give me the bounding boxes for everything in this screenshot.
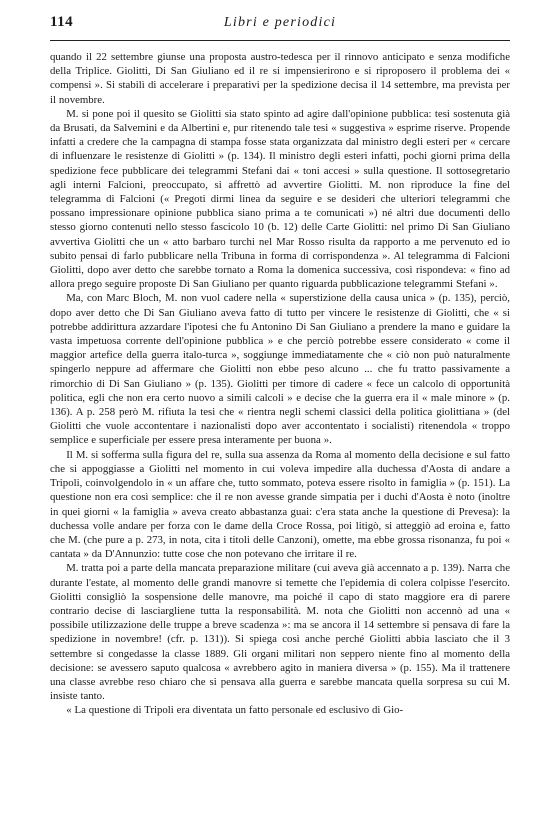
paragraph-4: Il M. si sofferma sulla figura del re, sulla sua assenza da Roma al momento della decisione e sul fatto che si appoggiasse a Giolitti nel momento in cui voleva impedire alla duchessa d'Aosta di andare a Tripoli, coinvolgendolo in « un affare che, tutto sommato, poteva essere risolto in famiglia » (p. 151). La questione non era così semplice: che il re non avesse grande simpatia per i duchi d'Aosta è noto (inoltre in quei giorni « la famiglia » aveva creato abbastanza guai: c'era stata anche la questione di Prevesa): la duchessa volle andare per forza con le dame della Croce Rossa, poi litigò, si atteggiò ad eroina e, fatto che M. (che pure a p. 273, in nota, cita i titoli delle Canzoni), omette, ma ebbe grossa risonanza, fu poi « cantata » da D'Annunzio: tutte cose che non potevano che irritare il re. <box>50 448 510 561</box>
paragraph-5: M. tratta poi a parte della mancata preparazione militare (cui aveva già accennato a p. 139). Narra che durante l'estate, al momento delle grandi manovre si temette che l'epidemia di colera colpisse l'esercito. Giolitti consigliò la sospensione delle manovre, ma poiché il capo di stato maggiore era di parere contrario decise di lasciargliene tutta la responsabilità. M. nota che Giolitti non accennò ad una « possibile utilizzazione delle truppe a breve scadenza »: ma se ancora il 14 settembre si pensava di fare la spedizione in novembre! (cfr. p. 131)). Si spiega così anche perché Giolitti abbia lasciato che il 3 settembre si congedasse la classe 1889. Gli organi militari non seppero niente fino al momento della decisione: se avessero saputo qualcosa « avrebbero agito in maniera diversa » (p. 155). Ma il trattenere una classe avrebbe reso chiaro che si pensava alla guerra e sarebbe mancata quella sorpresa su cui M. insiste tanto. <box>50 562 510 703</box>
page-number: 114 <box>50 14 74 30</box>
running-title: Libri e periodici <box>223 15 337 30</box>
paragraph-3: Ma, con Marc Bloch, M. non vuol cadere nella « superstizione della causa unica » (p. 135), perciò, dopo aver detto che Di San Giuliano aveva fatto di tutto per vincere le resistenze di Giolitti, che « si potrebbe addirittura azzardare l'ipotesi che fu Antonino Di San Giuliano a prendere la mano e guidare la vasta impetuosa corrente dell'opinione pubblica » e che perciò potrebbe essere considerato « come il maggior artefice della guerra italo-turca », soggiunge immediatamente che « ciò non può naturalmente spingerlo neppure ad affermare che Giolitti non ebbe peso alcuno ... che fu tratto passivamente a rimorchio di Di San Giuliano » (p. 135). Giolitti per timore di cadere « fece un calcolo di opportunità politica, egli che non era certo nuovo a simili calcoli » e decise che la guerra era il « male minore » (p. 136). A p. 258 però M. rifiuta la tesi che « rientra negli schemi classici della politica giolittiana » (del Giolitti che vuole accontentare i nazionalisti dopo aver accontentato i socialisti) ritenendola « troppo semplice e superficiale per essere presa interamente per buona ». <box>50 292 510 447</box>
page-body <box>50 50 510 718</box>
page-header <box>50 10 510 38</box>
paragraph-1: quando il 22 settembre giunse una proposta austro-tedesca per il rinnovo anticipato e senza modifiche della Triplice. Giolitti, Di San Giuliano ed il re si impensierirono e si riproposero il problema dei « compensi ». Si stabilì di accelerare i preparativi per la spedizione decisa il 14 settembre, ma prevista per il novembre. <box>50 51 510 106</box>
paragraph-2: M. si pone poi il quesito se Giolitti sia stato spinto ad agire dall'opinione pubblica: tesi sostenuta già da Brusati, da Salvemini e da Albertini e, pur ritenendo tale tesi « suggestiva » esprime riserve. Propende infatti a credere che la campagna di stampa fosse stata organizzata dal ministro degli esteri per « cercare di influenzare le resistenze di Giolitti » (p. 134). Il ministro degli esteri infatti, pochi giorni prima della spedizione fece pubblicare dei telegrammi Stefani dai « toni accesi » sulla questione. Il sottosegretario agli interni Falcioni, preoccupato, si affrettò ad avvertire Giolitti. M. non riproduce la fine del telegramma di Falcioni (« Pregoti dirmi linea da seguire e se desideri che ulteriori telegrammi che possano impressionare opinione pubblica siano prima a te comunicati ») né altri due documenti dello stesso giorno contenuti nello stesso fascicolo 10 (b. 12) delle Carte Giolitti: nel primo Di San Giuliano avvertiva Giolitti che un « atto barbaro turchi nel Mar Rosso risulta da rapporto a me pervenuto ed io subito pensai di farlo pubblicare nella Tribuna in forma di corrispondenza ». Al telegramma di Falcioni Giolitti, dopo aver detto che sarebbe tornato a Roma la domenica successiva, così rispondeva: « fino ad allora prego seguire proposte Di San Giuliano per quanto riguarda pubblicazione telegrammi Stefani ». <box>50 107 510 291</box>
paragraph-6: « La questione di Tripoli era diventata un fatto personale ed esclusivo di Gio- <box>66 704 404 717</box>
header-rule <box>50 40 510 41</box>
